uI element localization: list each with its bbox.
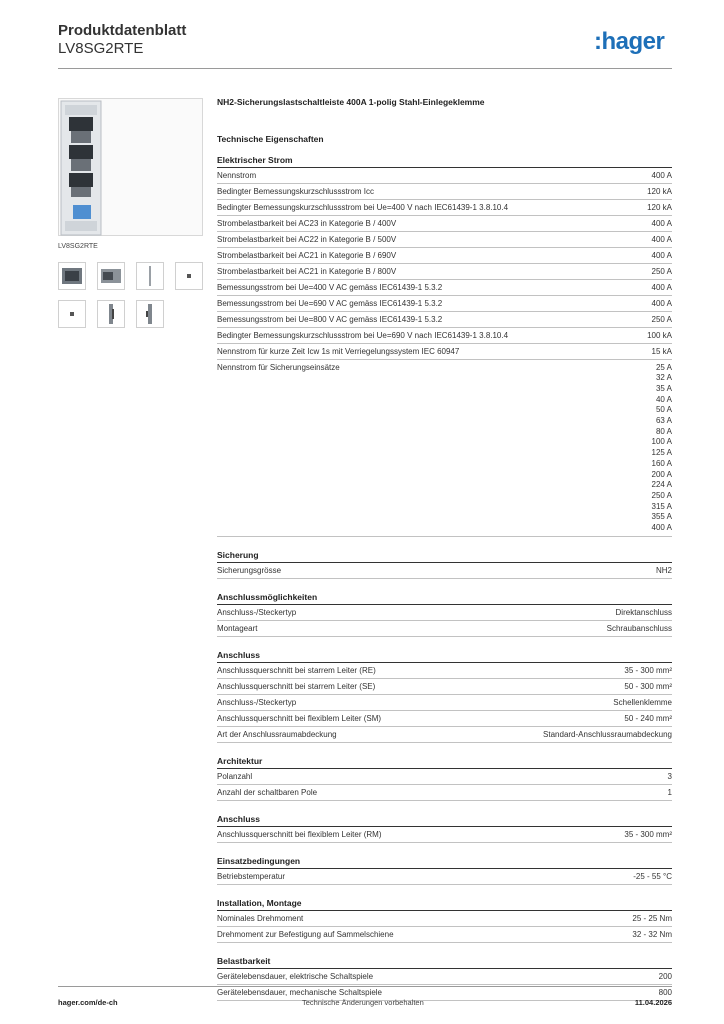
spec-label: Anschlussquerschnitt bei starrem Leiter (SE) xyxy=(217,681,376,691)
spec-row xyxy=(217,911,672,927)
spec-value: 15 kA xyxy=(651,346,672,356)
spec-value: 250 A xyxy=(651,490,672,500)
spec-label: Anzahl der schaltbaren Pole xyxy=(217,787,318,797)
spec-value: 125 A xyxy=(651,448,672,458)
thumbnail-4[interactable] xyxy=(175,262,203,290)
image-caption: LV8SG2RTE xyxy=(58,243,98,250)
spec-value: 400 A xyxy=(651,298,672,308)
spec-label: Nennstrom für kurze Zeit Icw 1s mit Verriegelungssystem IEC 60947 xyxy=(217,346,460,356)
spec-value: -25 - 55 °C xyxy=(633,871,672,881)
spec-value: 40 A xyxy=(655,394,672,404)
spec-label: Sicherungsgrösse xyxy=(217,565,282,575)
spec-row xyxy=(217,663,672,679)
spec-section xyxy=(217,956,672,1001)
spec-value: 120 kA xyxy=(647,186,672,196)
tech-properties-title: Technische Eigenschaften xyxy=(217,134,324,144)
spec-row xyxy=(217,264,672,280)
product-subtitle: NH2-Sicherungslastschaltleiste 400A 1-polig Stahl-Einlegeklemme xyxy=(217,97,485,107)
sections-container xyxy=(217,155,672,1001)
spec-row xyxy=(217,328,672,344)
spec-value: Direktanschluss xyxy=(615,607,672,617)
spec-value: Schraubanschluss xyxy=(606,623,672,633)
hager-logo: :hager xyxy=(594,28,665,55)
spec-value: 32 A xyxy=(655,373,672,383)
spec-row xyxy=(217,216,672,232)
section-title: Sicherung xyxy=(217,550,672,563)
spec-row xyxy=(217,563,672,579)
spec-value: 50 - 240 mm² xyxy=(624,713,672,723)
spec-row xyxy=(217,985,672,1001)
spec-label: Anschlussquerschnitt bei flexiblem Leiter (SM) xyxy=(217,713,382,723)
spec-label: Bemessungsstrom bei Ue=690 V AC gemäss IEC61439-1 5.3.2 xyxy=(217,298,443,308)
spec-section xyxy=(217,756,672,801)
spec-row xyxy=(217,248,672,264)
main-content xyxy=(217,96,672,1014)
spec-row xyxy=(217,827,672,843)
spec-value: 400 A xyxy=(651,282,672,292)
spec-section xyxy=(217,814,672,843)
spec-row xyxy=(217,280,672,296)
spec-label: Strombelastbarkeit bei AC22 in Kategorie B / 500V xyxy=(217,234,397,244)
spec-label: Montageart xyxy=(217,623,258,633)
footer-date: 11.04.2026 xyxy=(634,998,672,1007)
spec-row xyxy=(217,184,672,200)
spec-label: Gerätelebensdauer, elektrische Schaltspiele xyxy=(217,971,374,981)
product-code: LV8SG2RTE xyxy=(58,40,144,57)
spec-value: 250 A xyxy=(651,266,672,276)
spec-value: 100 kA xyxy=(647,330,672,340)
spec-value: 35 A xyxy=(655,383,672,393)
spec-row xyxy=(217,621,672,637)
spec-row xyxy=(217,360,672,537)
spec-label: Nennstrom xyxy=(217,170,257,180)
spec-section xyxy=(217,898,672,943)
spec-row xyxy=(217,605,672,621)
thumbnail-6[interactable] xyxy=(97,300,125,328)
spec-label: Bemessungsstrom bei Ue=400 V AC gemäss IEC61439-1 5.3.2 xyxy=(217,282,443,292)
section-title: Elektrischer Strom xyxy=(217,155,672,168)
spec-value: 32 - 32 Nm xyxy=(632,929,672,939)
spec-row xyxy=(217,695,672,711)
spec-value: 25 - 25 Nm xyxy=(632,913,672,923)
footer-disclaimer: Technische Änderungen vorbehalten xyxy=(302,998,424,1007)
spec-row xyxy=(217,785,672,801)
spec-value: 400 A xyxy=(651,218,672,228)
spec-label: Anschlussquerschnitt bei starrem Leiter (RE) xyxy=(217,665,376,675)
spec-value: 250 A xyxy=(651,314,672,324)
spec-row xyxy=(217,312,672,328)
spec-value: 3 xyxy=(667,771,672,781)
spec-value: 224 A xyxy=(651,480,672,490)
section-title: Anschluss xyxy=(217,814,672,827)
spec-row xyxy=(217,727,672,743)
footer-website-link[interactable]: hager.com/de-ch xyxy=(58,998,118,1007)
spec-value: Standard-Anschlussraumabdeckung xyxy=(543,729,672,739)
section-title: Einsatzbedingungen xyxy=(217,856,672,869)
section-title: Belastbarkeit xyxy=(217,956,672,969)
spec-label: Anschluss-/Steckertyp xyxy=(217,607,297,617)
spec-value: NH2 xyxy=(655,565,672,575)
spec-value: 400 A xyxy=(651,170,672,180)
spec-value: 315 A xyxy=(651,501,672,511)
spec-value: 63 A xyxy=(655,416,672,426)
thumbnail-3[interactable] xyxy=(136,262,164,290)
thumbnail-5[interactable] xyxy=(58,300,86,328)
spec-label: Bemessungsstrom bei Ue=800 V AC gemäss IEC61439-1 5.3.2 xyxy=(217,314,443,324)
spec-section xyxy=(217,550,672,579)
spec-row xyxy=(217,200,672,216)
spec-row xyxy=(217,296,672,312)
spec-label: Gerätelebensdauer, mechanische Schaltspiele xyxy=(217,987,382,997)
spec-label: Art der Anschlussraumabdeckung xyxy=(217,729,337,739)
spec-value: 35 - 300 mm² xyxy=(624,665,672,675)
section-title: Installation, Montage xyxy=(217,898,672,911)
spec-row xyxy=(217,679,672,695)
spec-label: Nominales Drehmoment xyxy=(217,913,304,923)
spec-value: 100 A xyxy=(651,437,672,447)
spec-section xyxy=(217,592,672,637)
spec-label: Nennstrom für Sicherungseinsätze xyxy=(217,362,340,372)
spec-label: Polanzahl xyxy=(217,771,253,781)
section-title: Anschluss xyxy=(217,650,672,663)
spec-row xyxy=(217,232,672,248)
spec-value: 355 A xyxy=(651,512,672,522)
spec-value: 35 - 300 mm² xyxy=(624,829,672,839)
spec-label: Strombelastbarkeit bei AC21 in Kategorie B / 800V xyxy=(217,266,397,276)
spec-value: 1 xyxy=(667,787,672,797)
spec-row xyxy=(217,168,672,184)
section-title: Architektur xyxy=(217,756,672,769)
spec-value: 800 xyxy=(658,987,672,997)
spec-value-list xyxy=(652,363,672,534)
header-divider xyxy=(58,68,672,69)
spec-label: Anschluss-/Steckertyp xyxy=(217,697,297,707)
page-title: Produktdatenblatt xyxy=(58,22,187,39)
spec-value: 400 A xyxy=(651,523,672,533)
spec-value: 400 A xyxy=(651,234,672,244)
spec-row xyxy=(217,927,672,943)
spec-value: 160 A xyxy=(651,458,672,468)
spec-value: 25 A xyxy=(655,362,672,372)
spec-label: Bedingter Bemessungskurzschlussstrom bei Ue=400 V nach IEC61439-1 3.8.10.4 xyxy=(217,202,509,212)
spec-section xyxy=(217,650,672,743)
spec-value: 80 A xyxy=(655,426,672,436)
spec-value: 50 A xyxy=(655,405,672,415)
spec-value: 200 A xyxy=(651,469,672,479)
spec-label: Anschlussquerschnitt bei flexiblem Leiter (RM) xyxy=(217,829,382,839)
thumbnail-2[interactable] xyxy=(97,262,125,290)
spec-value: 200 xyxy=(658,971,672,981)
product-image xyxy=(58,98,203,236)
section-title: Anschlussmöglichkeiten xyxy=(217,592,672,605)
spec-label: Bedingter Bemessungskurzschlussstrom bei Ue=690 V nach IEC61439-1 3.8.10.4 xyxy=(217,330,509,340)
spec-value: 50 - 300 mm² xyxy=(624,681,672,691)
spec-row xyxy=(217,711,672,727)
thumbnail-1[interactable] xyxy=(58,262,86,290)
spec-value: 400 A xyxy=(651,250,672,260)
spec-row xyxy=(217,969,672,985)
thumbnail-7[interactable] xyxy=(136,300,164,328)
spec-row xyxy=(217,344,672,360)
spec-label: Strombelastbarkeit bei AC21 in Kategorie B / 690V xyxy=(217,250,397,260)
spec-row xyxy=(217,769,672,785)
spec-section xyxy=(217,856,672,885)
footer-divider xyxy=(58,986,672,987)
spec-value: Schellenklemme xyxy=(613,697,672,707)
spec-label: Drehmoment zur Befestigung auf Sammelschiene xyxy=(217,929,394,939)
spec-label: Bedingter Bemessungskurzschlussstrom Icc xyxy=(217,186,374,196)
spec-label: Strombelastbarkeit bei AC23 in Kategorie B / 400V xyxy=(217,218,397,228)
spec-row xyxy=(217,869,672,885)
spec-section xyxy=(217,155,672,537)
spec-value: 120 kA xyxy=(647,202,672,212)
spec-label: Betriebstemperatur xyxy=(217,871,286,881)
